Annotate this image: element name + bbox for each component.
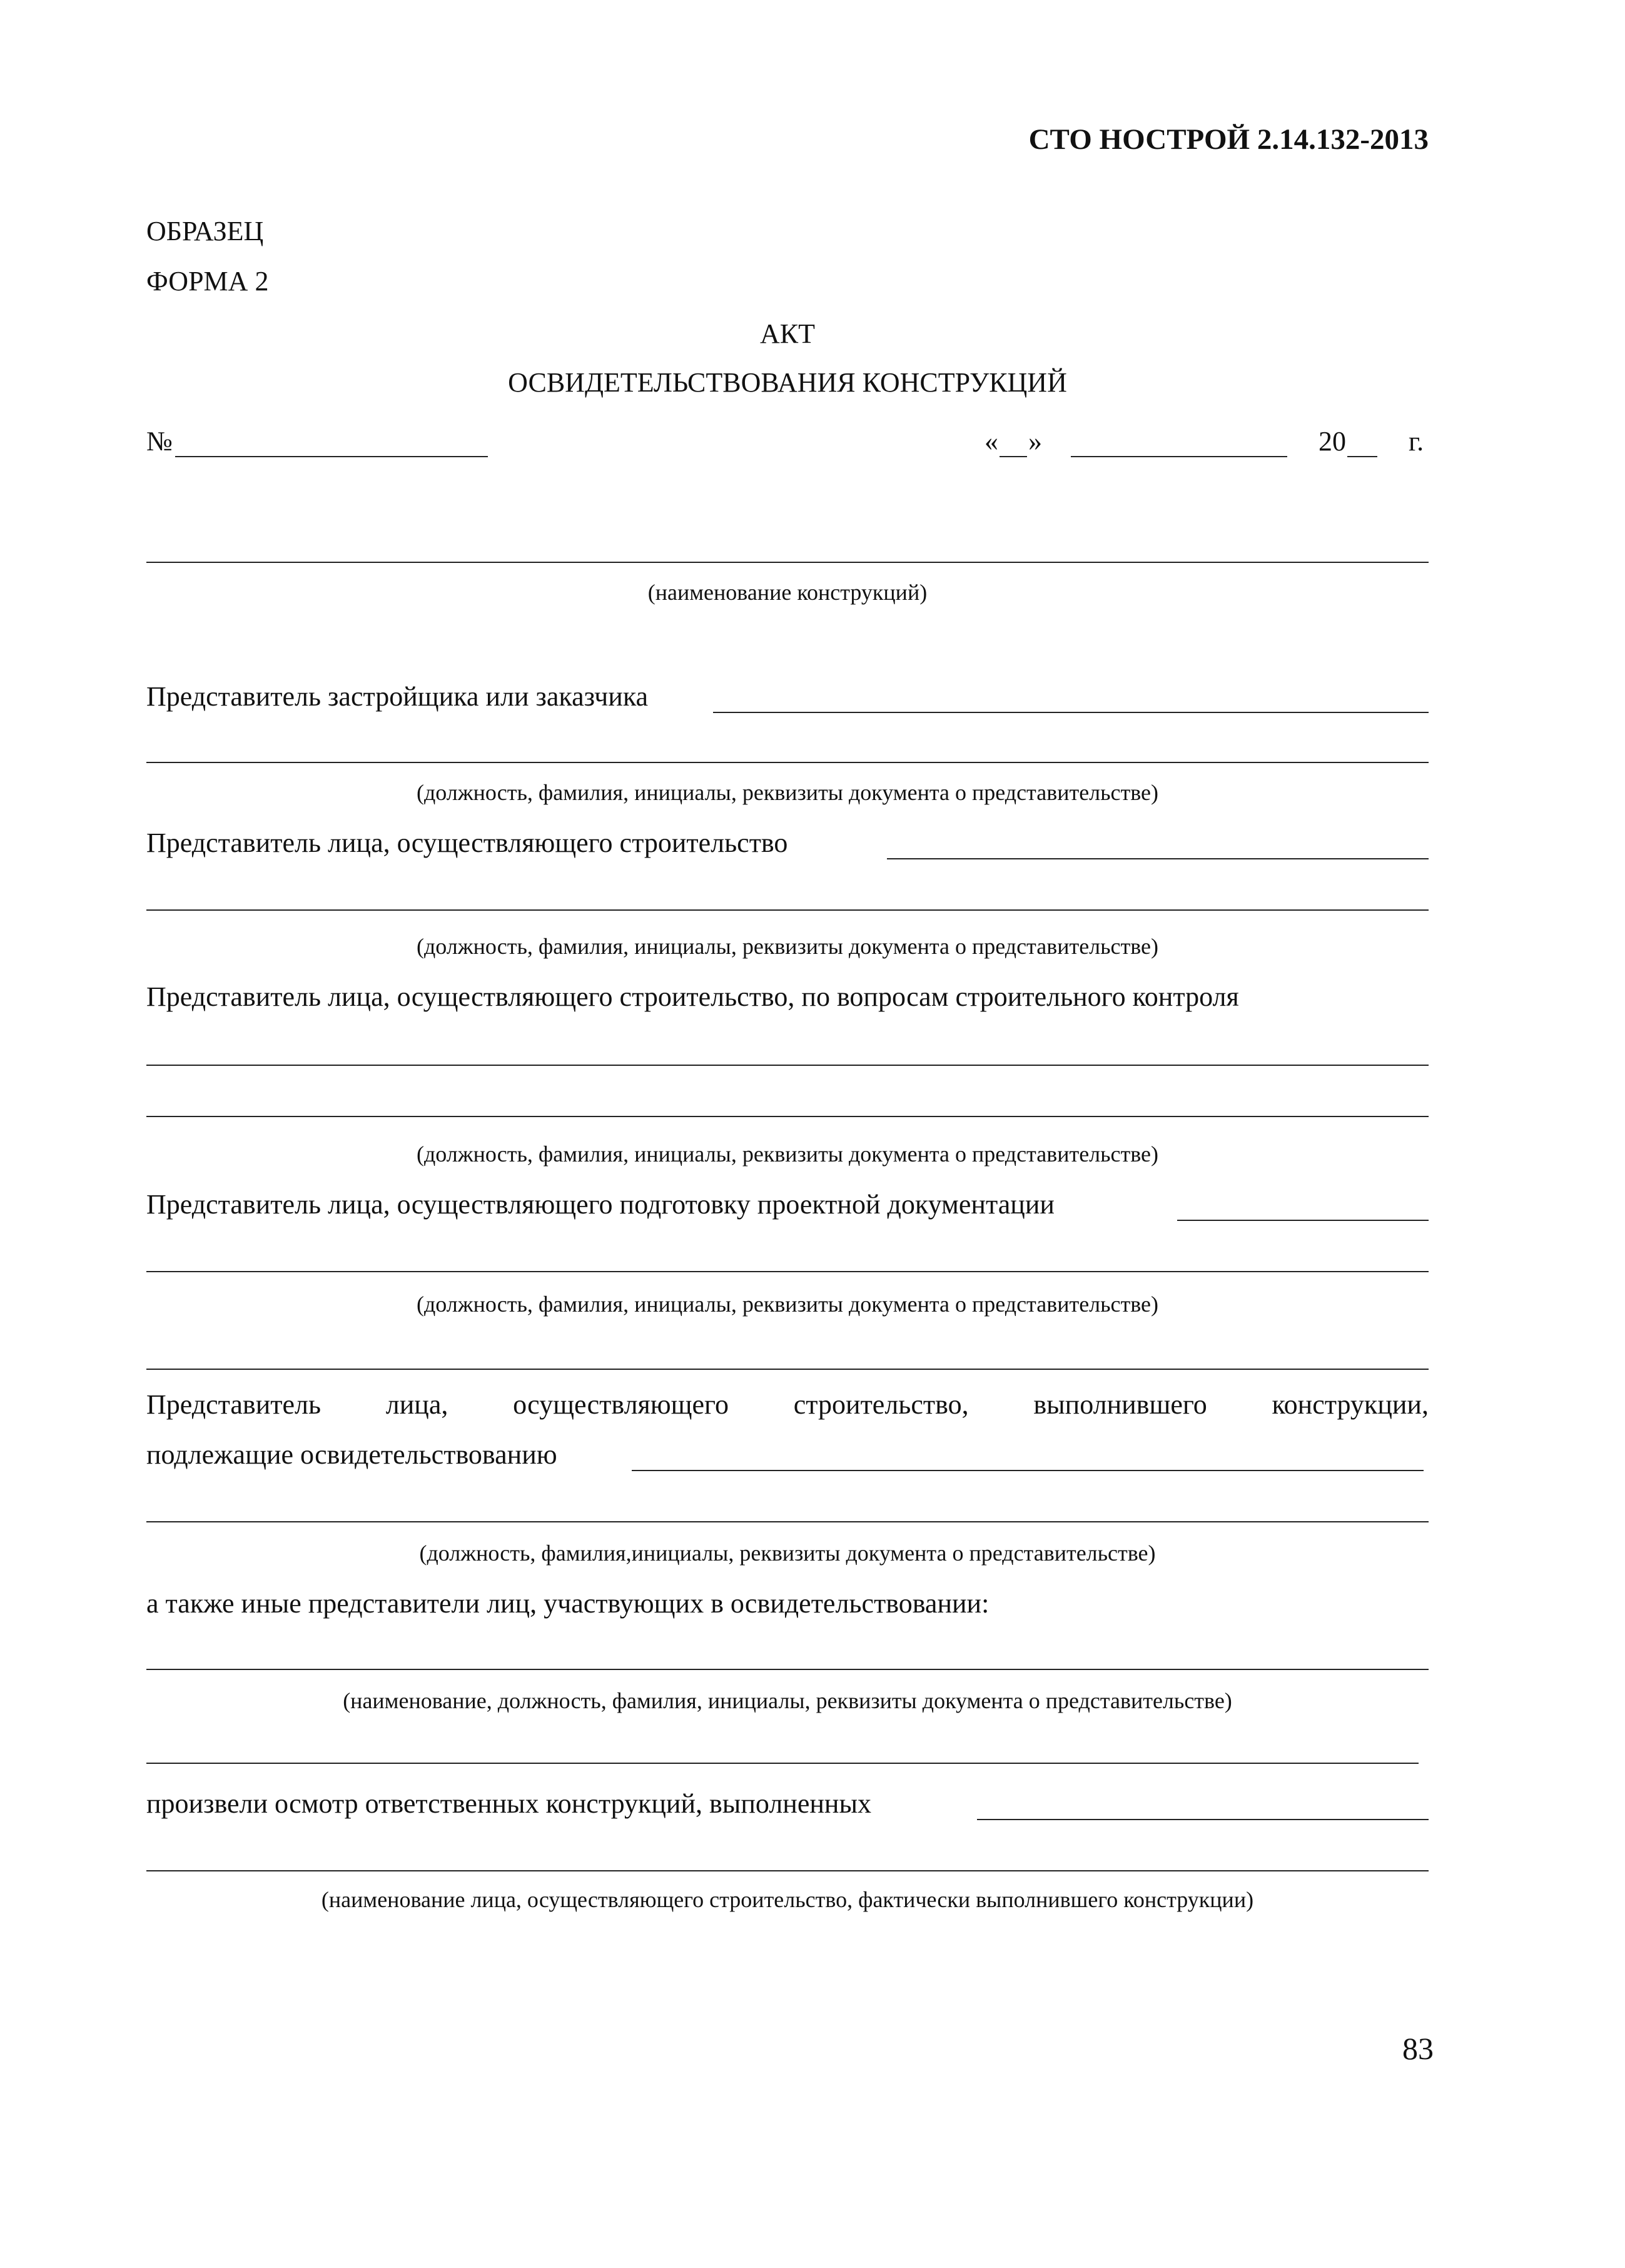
performer-word: выполнившего [1033,1389,1207,1420]
form-number: ФОРМА 2 [146,266,269,296]
builder-control-rep-label: Представитель лица, осуществляющего строительство, по вопросам строительного контроля [146,981,1239,1012]
caption-builder-control-rep: (должность, фамилия, инициалы, реквизиты документа о представительстве) [416,1142,1159,1167]
others-line[interactable] [146,1669,1429,1670]
page-number: 83 [1402,2031,1434,2066]
performer-rep-line1 [146,1389,1429,1420]
performer-word: конструкции, [1272,1389,1429,1420]
caption-builder-name: (наименование лица, осуществляющего строительство, фактически выполнившего конструкции) [321,1887,1254,1912]
design-rep-line[interactable] [1177,1220,1429,1221]
performer-rep-line-2[interactable] [146,1521,1429,1522]
customer-rep-label: Представитель застройщика или заказчика [146,681,649,712]
caption-performer-rep: (должность, фамилия,инициалы, реквизиты документа о представительстве) [419,1541,1156,1566]
day-close-quote: » [1028,426,1042,457]
performer-word: строительство, [793,1389,969,1420]
design-rep-line-3[interactable] [146,1369,1429,1370]
design-rep-line-2[interactable] [146,1271,1429,1272]
sample-label: ОБРАЗЕЦ [146,216,264,246]
builder-control-rep-line-2[interactable] [146,1116,1429,1117]
caption-customer-rep: (должность, фамилия, инициалы, реквизиты документа о представительстве) [416,780,1159,805]
builder-rep-line-2[interactable] [146,909,1429,911]
act-title: АКТ [760,318,815,349]
performer-rep-label-2: подлежащие освидетельствованию [146,1439,557,1470]
design-rep-label: Представитель лица, осуществляющего подготовку проектной документации [146,1189,1055,1220]
customer-rep-line[interactable] [713,712,1429,713]
caption-construction-name: (наименование конструкций) [647,580,928,605]
inspection-label: произвели осмотр ответственных конструкций, выполненных [146,1788,872,1819]
builder-control-rep-line[interactable] [146,1065,1429,1066]
standard-code: СТО НОСТРОЙ 2.14.132-2013 [1028,123,1429,156]
customer-rep-line-2[interactable] [146,762,1429,763]
inspection-line-2[interactable] [146,1870,1429,1871]
others-line-2[interactable] [146,1763,1419,1764]
others-label: а также иные представители лиц, участвующих в освидетельствовании: [146,1588,990,1619]
caption-others: (наименование, должность, фамилия, инициалы, реквизиты документа о представительстве) [343,1688,1232,1713]
performer-word: осуществляющего [513,1389,729,1420]
builder-rep-label: Представитель лица, осуществляющего строительство [146,828,788,858]
performer-rep-line[interactable] [632,1470,1424,1471]
number-sign: № [146,426,173,457]
year-prefix: 20 [1319,426,1346,457]
performer-word: Представитель [146,1389,321,1420]
inspection-line[interactable] [977,1819,1429,1820]
caption-builder-rep: (должность, фамилия, инициалы, реквизиты документа о представительстве) [416,934,1159,959]
performer-word: лица, [385,1389,448,1420]
date-field[interactable] [985,425,1424,457]
act-subtitle: ОСВИДЕТЕЛЬСТВОВАНИЯ КОНСТРУКЦИЙ [508,367,1067,398]
act-number-field[interactable] [146,425,488,457]
builder-rep-line[interactable] [887,858,1429,859]
day-open-quote: « [985,426,998,457]
month-blank[interactable] [1071,451,1287,457]
day-blank[interactable] [1000,451,1027,457]
year-suffix: г. [1409,426,1424,457]
year-blank[interactable] [1347,451,1377,457]
caption-design-rep: (должность, фамилия, инициалы, реквизиты документа о представительстве) [416,1292,1159,1317]
act-number-blank[interactable] [175,451,488,457]
construction-name-line[interactable] [146,562,1429,563]
